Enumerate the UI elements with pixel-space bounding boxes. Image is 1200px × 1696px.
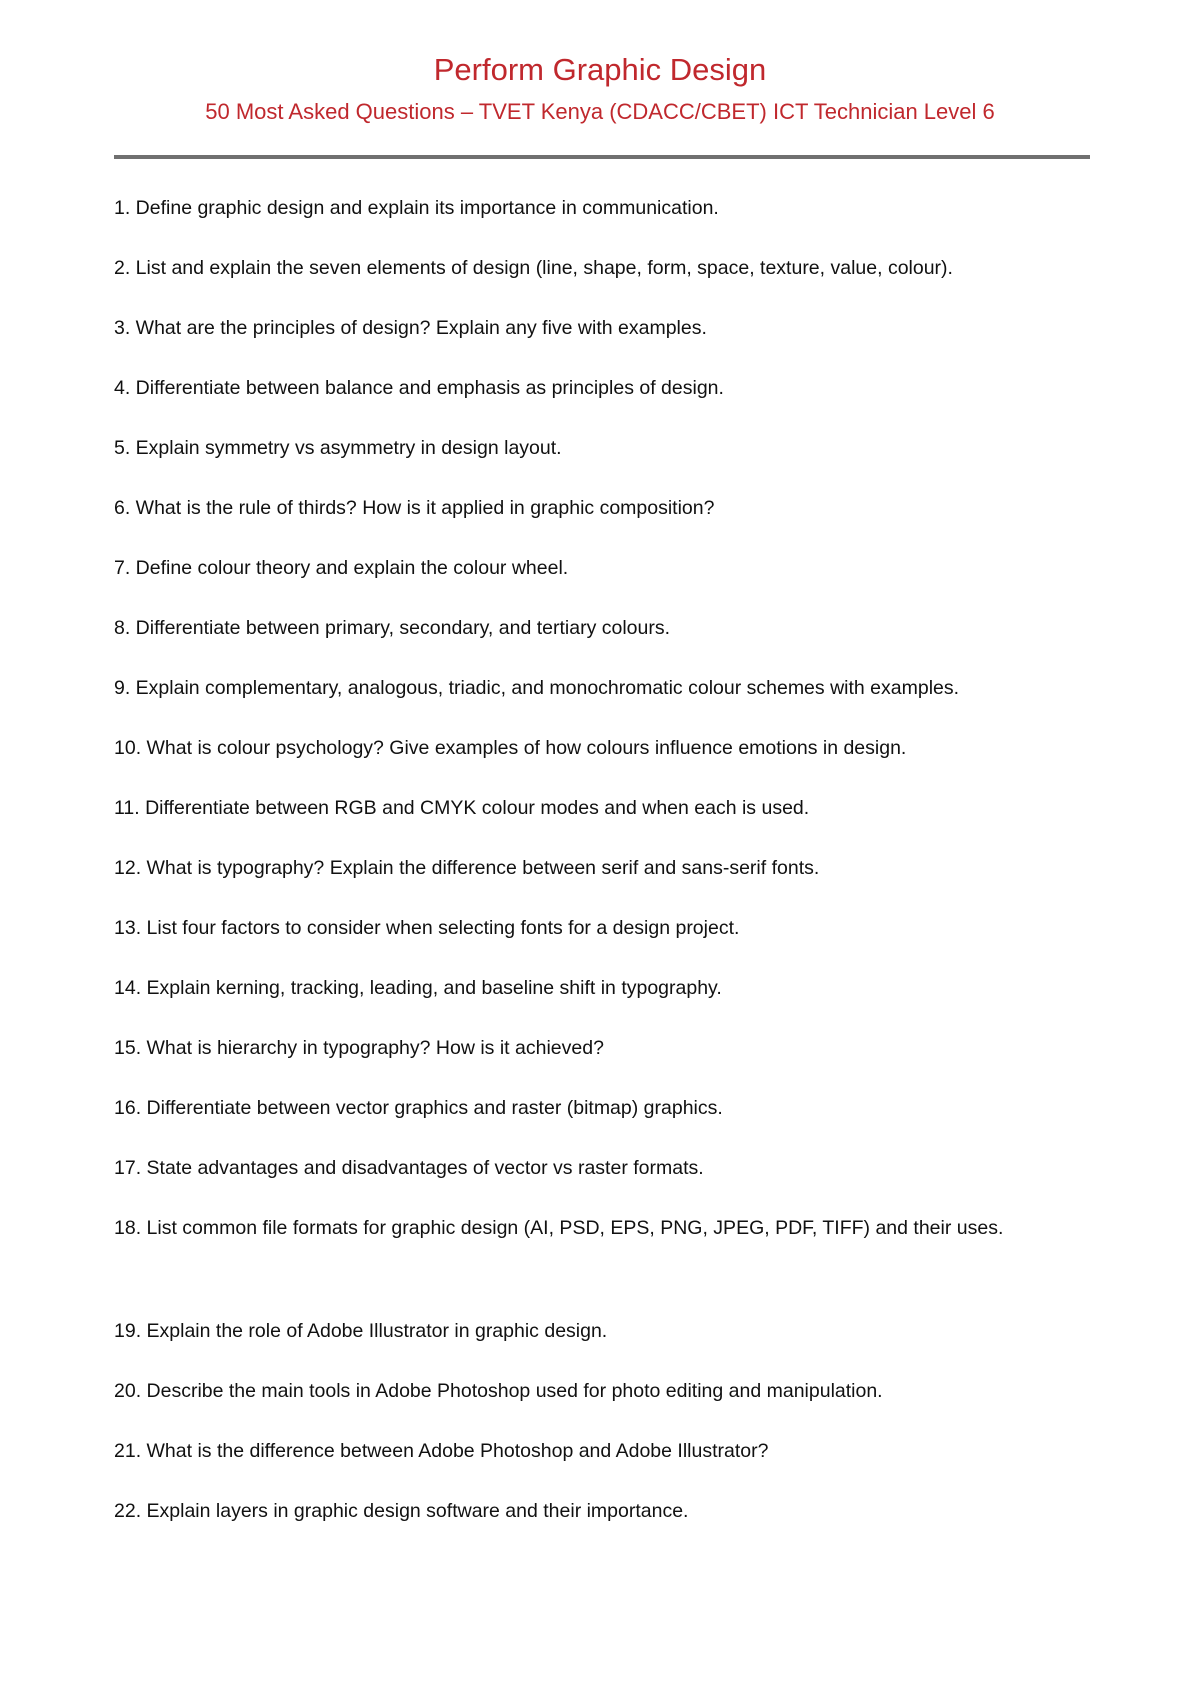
question-item: 10. What is colour psychology? Give examples of how colours influence emotions in design. bbox=[114, 737, 907, 759]
question-item: 13. List four factors to consider when selecting fonts for a design project. bbox=[114, 917, 740, 939]
question-item: 20. Describe the main tools in Adobe Photoshop used for photo editing and manipulation. bbox=[114, 1380, 883, 1402]
question-item: 7. Define colour theory and explain the colour wheel. bbox=[114, 557, 569, 579]
question-item: 5. Explain symmetry vs asymmetry in design layout. bbox=[114, 437, 562, 459]
document-header bbox=[0, 50, 1200, 127]
document-subtitle: 50 Most Asked Questions – TVET Kenya (CDACC/CBET) ICT Technician Level 6 bbox=[205, 99, 995, 124]
question-item: 11. Differentiate between RGB and CMYK colour modes and when each is used. bbox=[114, 797, 810, 819]
question-item: 12. What is typography? Explain the difference between serif and sans-serif fonts. bbox=[114, 857, 820, 879]
question-item: 4. Differentiate between balance and emphasis as principles of design. bbox=[114, 377, 724, 399]
document-title: Perform Graphic Design bbox=[433, 52, 767, 87]
question-item: 22. Explain layers in graphic design software and their importance. bbox=[114, 1500, 689, 1522]
question-item: 8. Differentiate between primary, secondary, and tertiary colours. bbox=[114, 617, 671, 639]
question-item: 1. Define graphic design and explain its importance in communication. bbox=[114, 197, 719, 219]
question-item: 6. What is the rule of thirds? How is it applied in graphic composition? bbox=[114, 497, 715, 519]
question-list bbox=[114, 196, 1084, 1559]
question-item: 9. Explain complementary, analogous, triadic, and monochromatic colour schemes with examples. bbox=[114, 677, 960, 699]
header-divider bbox=[114, 155, 1090, 159]
question-item: 15. What is hierarchy in typography? How is it achieved? bbox=[114, 1037, 604, 1059]
question-item: 17. State advantages and disadvantages of vector vs raster formats. bbox=[114, 1157, 704, 1179]
question-item: 14. Explain kerning, tracking, leading, and baseline shift in typography. bbox=[114, 977, 722, 999]
question-item: 16. Differentiate between vector graphics and raster (bitmap) graphics. bbox=[114, 1097, 723, 1119]
question-item: 2. List and explain the seven elements of design (line, shape, form, space, texture, value, colour). bbox=[114, 257, 953, 279]
question-item: 21. What is the difference between Adobe Photoshop and Adobe Illustrator? bbox=[114, 1440, 769, 1462]
question-item: 18. List common file formats for graphic design (AI, PSD, EPS, PNG, JPEG, PDF, TIFF) and their uses. bbox=[114, 1217, 1004, 1239]
question-item: 3. What are the principles of design? Explain any five with examples. bbox=[114, 317, 707, 339]
question-item: 19. Explain the role of Adobe Illustrator in graphic design. bbox=[114, 1320, 608, 1342]
